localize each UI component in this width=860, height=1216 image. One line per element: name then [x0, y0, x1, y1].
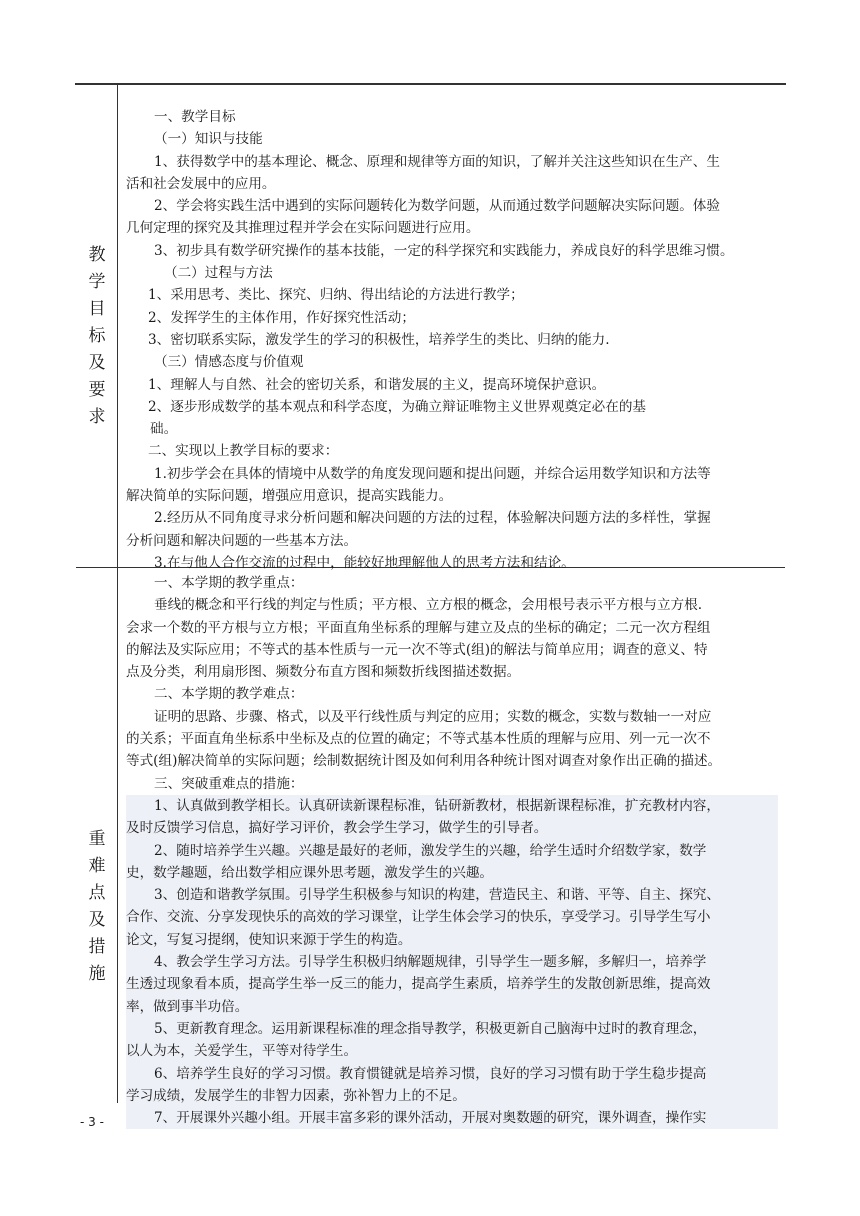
text-line: 点及分类，利用扇形图、频数分布直方图和频数折线图描述数据。 [126, 664, 521, 681]
text-line: 及时反馈学习信息，搞好学习评价，教会学生学习，做学生的引导者。 [126, 817, 778, 839]
label-char: 要 [88, 380, 106, 400]
text-line: 二、实现以上教学目标的要求： [148, 443, 339, 460]
label-char: 学 [88, 272, 106, 292]
text-line: 几何定理的探究及其推理过程并学会在实际问题进行应用。 [126, 220, 480, 237]
text-line: 2、随时培养学生兴趣。兴趣是最好的老师，激发学生的兴趣，给学生适时介绍数学家，数学 [126, 840, 778, 862]
text-line: 1、获得数学中的基本理论、概念、原理和规律等方面的知识，了解并关注这些知识在生产、生 [154, 153, 720, 170]
key-points-label-cell [76, 568, 118, 1103]
text-line: （二）过程与方法 [164, 265, 273, 282]
text-line: 三、突破重难点的措施： [154, 775, 304, 792]
text-line: 2.经历从不同角度寻求分析问题和解决问题的方法的过程，体验解决问题方法的多样性，掌握 [154, 510, 711, 527]
text-line: 率，做到事半功倍。 [126, 996, 778, 1018]
text-line: 1、认真做到教学相长。认真研读新课程标准，钻研新教材，根据新课程标准，扩充教材内容， [126, 795, 778, 817]
text-line: 学习成绩，发展学生的非智力因素，弥补智力上的不足。 [126, 1085, 778, 1107]
text-line: 以人为本，关爱学生，平等对待学生。 [126, 1040, 778, 1062]
label-char: 标 [88, 326, 106, 346]
label-char: 目 [88, 299, 106, 319]
text-line: 2、发挥学生的主体作用，作好探究性活动； [148, 309, 415, 326]
page-number: - 3 - [80, 1115, 104, 1129]
text-line: 二、本学期的教学难点： [154, 686, 304, 703]
text-line: （一）知识与技能 [154, 131, 263, 148]
text-line: 3、初步具有数学研究操作的基本技能，一定的科学探究和实践能力，养成良好的科学思维习惯。 [154, 242, 734, 259]
text-line: 会求一个数的平方根与立方根；平面直角坐标系的理解与建立及点的坐标的确定；二元一次方程组 [126, 619, 711, 636]
label-char: 教 [88, 245, 106, 265]
label-char: 难 [88, 856, 106, 876]
label-char: 求 [88, 407, 106, 427]
text-line: 1、采用思考、类比、探究、归纳、得出结论的方法进行教学； [148, 287, 524, 304]
text-line: 生透过现象看本质，提高学生举一反三的能力，提高学生素质，培养学生的发散创新思维，提高效 [126, 973, 778, 995]
key-points-label [76, 826, 118, 988]
label-char: 及 [88, 910, 106, 930]
teaching-goals-content [126, 106, 778, 574]
text-line: 分析问题和解决问题的一些基本方法。 [126, 532, 358, 549]
text-line: 3、创造和谐教学氛围。引导学生积极参与知识的构建，营造民主、和谐、平等、自主、探究、 [126, 884, 778, 906]
text-line: 合作、交流、分享发现快乐的高效的学习课堂，让学生体会学习的快乐，享受学习。引导学生写小 [126, 906, 778, 928]
text-line: 史，数学趣题，给出数学相应课外思考题，激发学生的兴趣。 [126, 862, 778, 884]
key-points-row [76, 568, 785, 1127]
text-line: 的关系；平面直角坐标系中坐标及点的位置的确定；不等式基本性质的理解与应用、列一元一次不 [126, 731, 711, 748]
text-line: （三）情感态度与价值观 [154, 354, 304, 371]
plan-table [75, 83, 786, 1127]
text-line: 4、教会学生学习方法。引导学生积极归纳解题规律，引导学生一题多解，多解归一，培养学 [126, 951, 778, 973]
label-char: 措 [88, 937, 106, 957]
text-line: 2、逐步形成数学的基本观点和科学态度，为确立辩证唯物主义世界观奠定必在的基 [148, 398, 647, 415]
text-line: 证明的思路、步骤、格式，以及平行线性质与判定的应用；实数的概念，实数与数轴一一对应 [154, 708, 712, 725]
text-line: 论文，写复习提纲，使知识来源于学生的构造。 [126, 929, 778, 951]
key-points-content [126, 572, 778, 1129]
text-line: 1.初步学会在具体的情境中从数学的角度发现问题和提出问题，并综合运用数学知识和方法等 [154, 465, 711, 482]
label-char: 及 [88, 353, 106, 373]
text-line: 5、更新教育理念。运用新课程标准的理念指导教学，积极更新自己脑海中过时的教育理念， [126, 1018, 778, 1040]
teaching-goals-row [76, 84, 785, 571]
text-line: 3、密切联系实际，激发学生的学习的积极性，培养学生的类比、归纳的能力. [148, 331, 610, 348]
text-line: 的解法及实际应用；不等式的基本性质与一元一次不等式(组)的解法与简单应用；调查的意义、特 [126, 641, 708, 658]
label-char: 施 [88, 964, 106, 984]
text-line: 1、理解人与自然、社会的密切关系，和谐发展的主义，提高环境保护意识。 [148, 376, 606, 393]
text-line: 活和社会发展中的应用。 [126, 175, 276, 192]
text-line: 7、开展课外兴趣小组。开展丰富多彩的课外活动，开展对奥数题的研究，课外调查，操作实 [126, 1107, 778, 1129]
text-line: 6、培养学生良好的学习习惯。教育惯键就是培养习惯，良好的学习习惯有助于学生稳步提高 [126, 1063, 778, 1085]
text-line: 等式(组)解决简单的实际问题；绘制数据统计图及如何利用各种统计图对调查对象作出正确的描述。 [126, 753, 722, 770]
label-char: 重 [88, 829, 106, 849]
text-line: 一、教学目标 [154, 109, 236, 125]
text-line: 础。 [150, 421, 178, 438]
text-line: 一、本学期的教学重点： [154, 575, 304, 591]
label-char: 点 [88, 883, 106, 903]
text-line: 3.在与他人合作交流的过程中，能较好地理解他人的思考方法和结论。 [154, 554, 575, 571]
text-line: 解决简单的实际问题，增强应用意识，提高实践能力。 [126, 488, 453, 505]
teaching-goals-label-cell [76, 84, 118, 567]
text-line: 垂线的概念和平行线的判定与性质；平方根、立方根的概念，会用根号表示平方根与立方根. [154, 597, 703, 614]
teaching-goals-label [76, 242, 118, 431]
text-line: 2、学会将实践生活中遇到的实际问题转化为数学问题，从而通过数学问题解决实际问题。体验 [154, 198, 720, 215]
